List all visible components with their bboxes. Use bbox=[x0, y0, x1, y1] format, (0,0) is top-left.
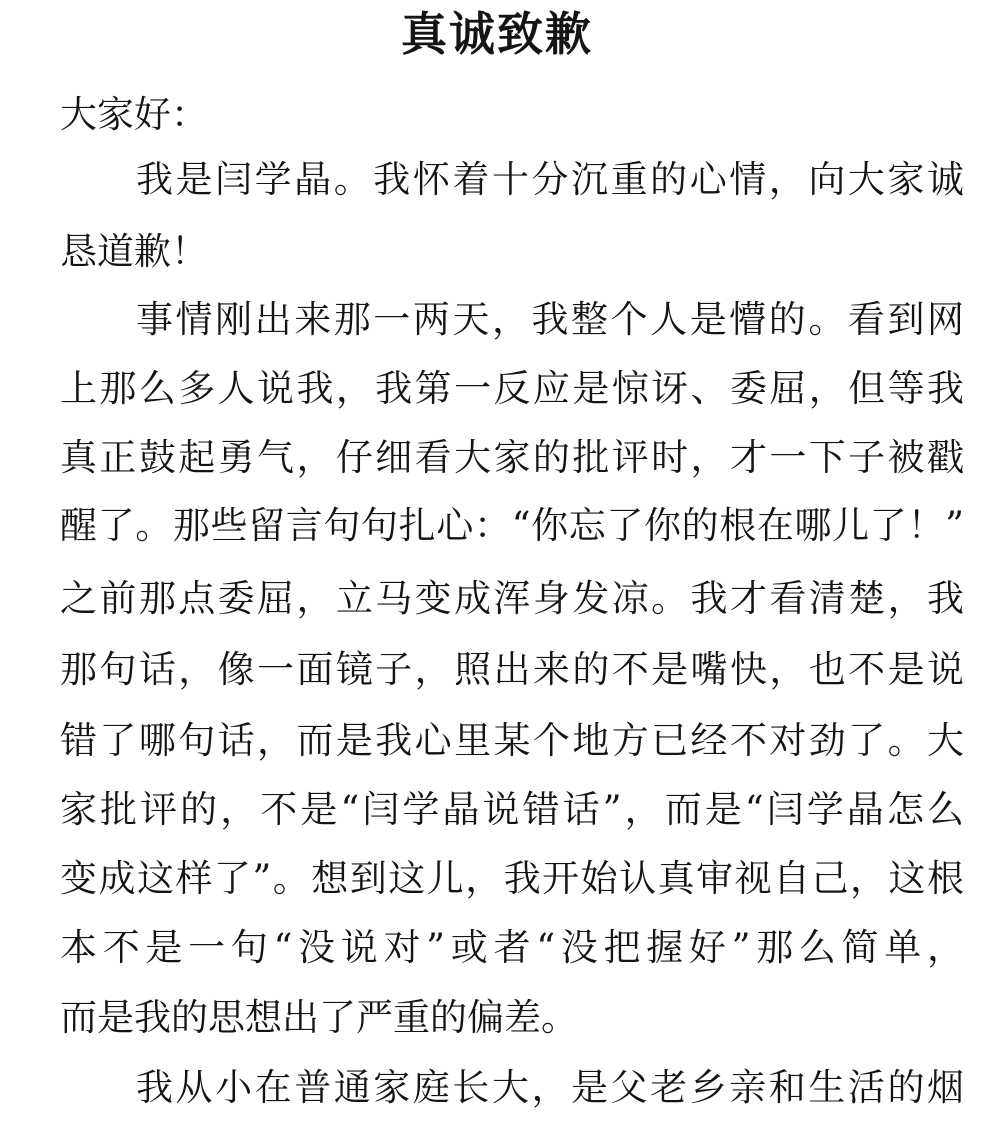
greeting: 大家好： bbox=[60, 93, 208, 136]
document-title: 真诚致歉 bbox=[401, 7, 593, 61]
paragraph-2-line-10: 本不是一句“没说对”或者“没把握好”那么简单， bbox=[60, 926, 964, 969]
paragraph-2-line-1: 事情刚出来那一两天，我整个人是懵的。看到网 bbox=[136, 298, 964, 341]
paragraph-3-line-1: 我从小在普通家庭长大，是父老乡亲和生活的烟 bbox=[136, 1066, 964, 1109]
paragraph-2-line-11: 而是我的思想出了严重的偏差。 bbox=[60, 996, 578, 1039]
paragraph-2-line-9: 变成这样了”。想到这儿，我开始认真审视自己，这根 bbox=[60, 857, 964, 900]
paragraph-2-line-7: 错了哪句话，而是我心里某个地方已经不对劲了。大 bbox=[60, 719, 964, 762]
paragraph-1-line-1: 我是闫学晶。我怀着十分沉重的心情，向大家诚 bbox=[136, 158, 964, 201]
paragraph-2-line-2: 上那么多人说我，我第一反应是惊讶、委屈，但等我 bbox=[60, 367, 964, 410]
paragraph-2-line-8: 家批评的，不是“闫学晶说错话”，而是“闫学晶怎么 bbox=[60, 788, 964, 831]
paragraph-2-line-3: 真正鼓起勇气，仔细看大家的批评时，才一下子被戳 bbox=[60, 436, 964, 479]
paragraph-2-line-4: 醒了。那些留言句句扎心：“你忘了你的根在哪儿了！” bbox=[60, 504, 964, 547]
paragraph-2-line-5: 之前那点委屈，立马变成浑身发凉。我才看清楚，我 bbox=[60, 577, 964, 620]
paragraph-1-line-2: 恳道歉！ bbox=[60, 230, 208, 273]
paragraph-2-line-6: 那句话，像一面镜子，照出来的不是嘴快，也不是说 bbox=[60, 648, 964, 691]
